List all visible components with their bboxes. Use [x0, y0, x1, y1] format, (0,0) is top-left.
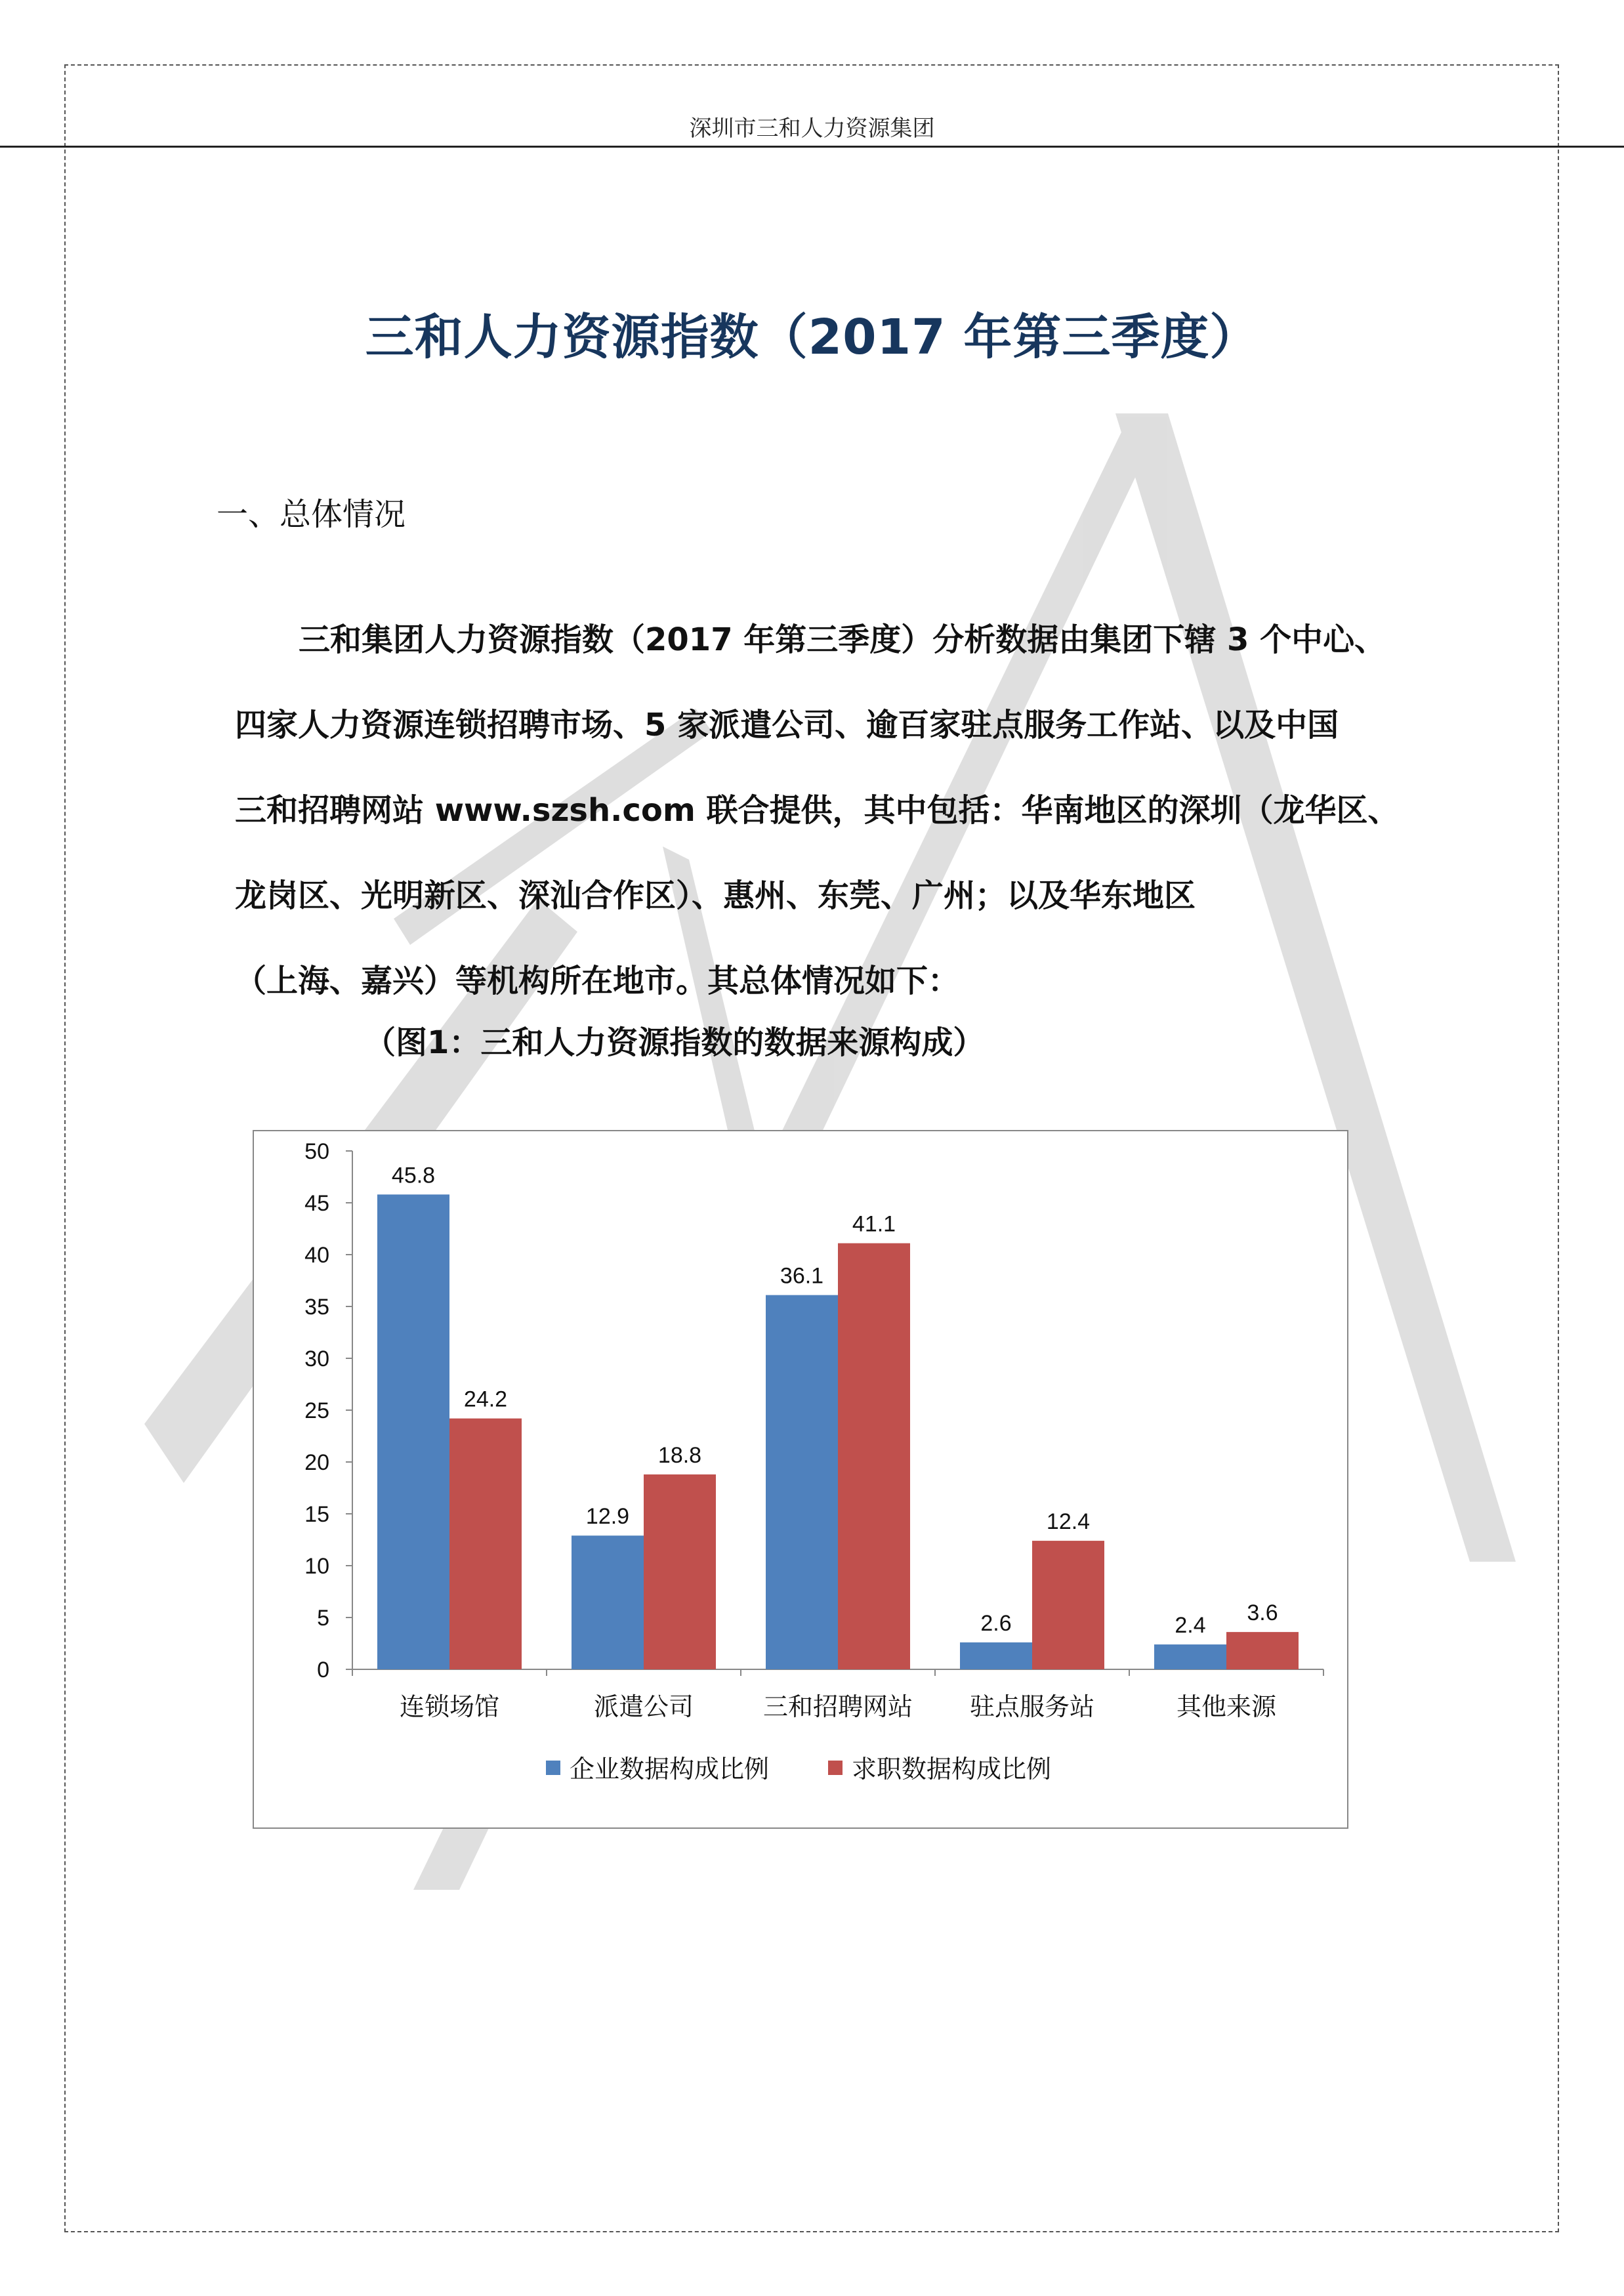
bar-value-label: 12.4 [1046, 1509, 1091, 1535]
bar-value-label: 18.8 [657, 1442, 702, 1468]
chart-container [253, 1130, 1348, 1829]
bar [377, 1194, 449, 1669]
document-title: 三和人力资源指数（2017 年第三季度） [365, 309, 1259, 365]
section-heading: 一、总体情况 [217, 496, 406, 533]
paragraph-line: （上海、嘉兴）等机构所在地市。其总体情况如下： [235, 963, 960, 999]
bar-value-label: 41.1 [852, 1211, 896, 1237]
legend-label: 求职数据构成比例 [852, 1755, 1052, 1784]
bar-value-label: 36.1 [780, 1263, 824, 1289]
x-category-label: 连锁场馆 [399, 1692, 500, 1721]
bar-value-label: 3.6 [1247, 1600, 1278, 1626]
bar [449, 1419, 522, 1669]
y-tick-label: 10 [304, 1554, 329, 1579]
bar-chart [254, 1131, 1347, 1827]
bar [572, 1535, 644, 1669]
bar-value-label: 24.2 [463, 1387, 508, 1412]
x-category-label: 三和招聘网站 [762, 1692, 913, 1721]
x-category-label: 其他来源 [1176, 1692, 1277, 1721]
bar [1226, 1632, 1299, 1669]
bar-value-label: 2.6 [980, 1610, 1012, 1636]
bar [1032, 1541, 1104, 1669]
y-tick-label: 45 [304, 1191, 329, 1216]
header-org-name: 深圳市三和人力资源集团 [689, 115, 935, 142]
y-tick-label: 25 [304, 1398, 329, 1423]
bar [1154, 1644, 1226, 1669]
y-tick-label: 0 [317, 1658, 329, 1682]
bar [838, 1243, 910, 1669]
bar [960, 1642, 1032, 1669]
bar-value-label: 2.4 [1175, 1613, 1206, 1639]
y-tick-label: 30 [304, 1346, 329, 1371]
y-tick-label: 15 [304, 1502, 329, 1527]
paragraph-line: 四家人力资源连锁招聘市场、5 家派遣公司、逾百家驻点服务工作站、以及中国 [235, 707, 1339, 743]
legend-swatch [546, 1761, 560, 1775]
legend-swatch [828, 1761, 843, 1775]
y-tick-label: 20 [304, 1450, 329, 1475]
bar-value-label: 12.9 [585, 1504, 630, 1530]
bar-value-label: 45.8 [391, 1163, 436, 1188]
bar [644, 1474, 716, 1669]
paragraph-line: 龙岗区、光明新区、深汕合作区）、惠州、东莞、广州；以及华东地区 [235, 877, 1196, 914]
x-category-label: 派遣公司 [593, 1692, 694, 1721]
figure-caption: （图1：三和人力资源指数的数据来源构成） [364, 1024, 985, 1061]
y-tick-label: 40 [304, 1243, 329, 1268]
paragraph-line: 三和集团人力资源指数（2017 年第三季度）分析数据由集团下辖 3 个中心、 [299, 621, 1386, 658]
x-category-label: 驻点服务站 [969, 1692, 1095, 1721]
y-tick-label: 50 [304, 1139, 329, 1164]
y-tick-label: 35 [304, 1295, 329, 1320]
bar [766, 1295, 838, 1669]
legend-label: 企业数据构成比例 [570, 1755, 770, 1784]
y-tick-label: 5 [317, 1606, 329, 1631]
body-paragraph [235, 597, 1409, 1024]
paragraph-line: 三和招聘网站 www.szsh.com 联合提供，其中包括：华南地区的深圳（龙华区、 [235, 792, 1400, 829]
